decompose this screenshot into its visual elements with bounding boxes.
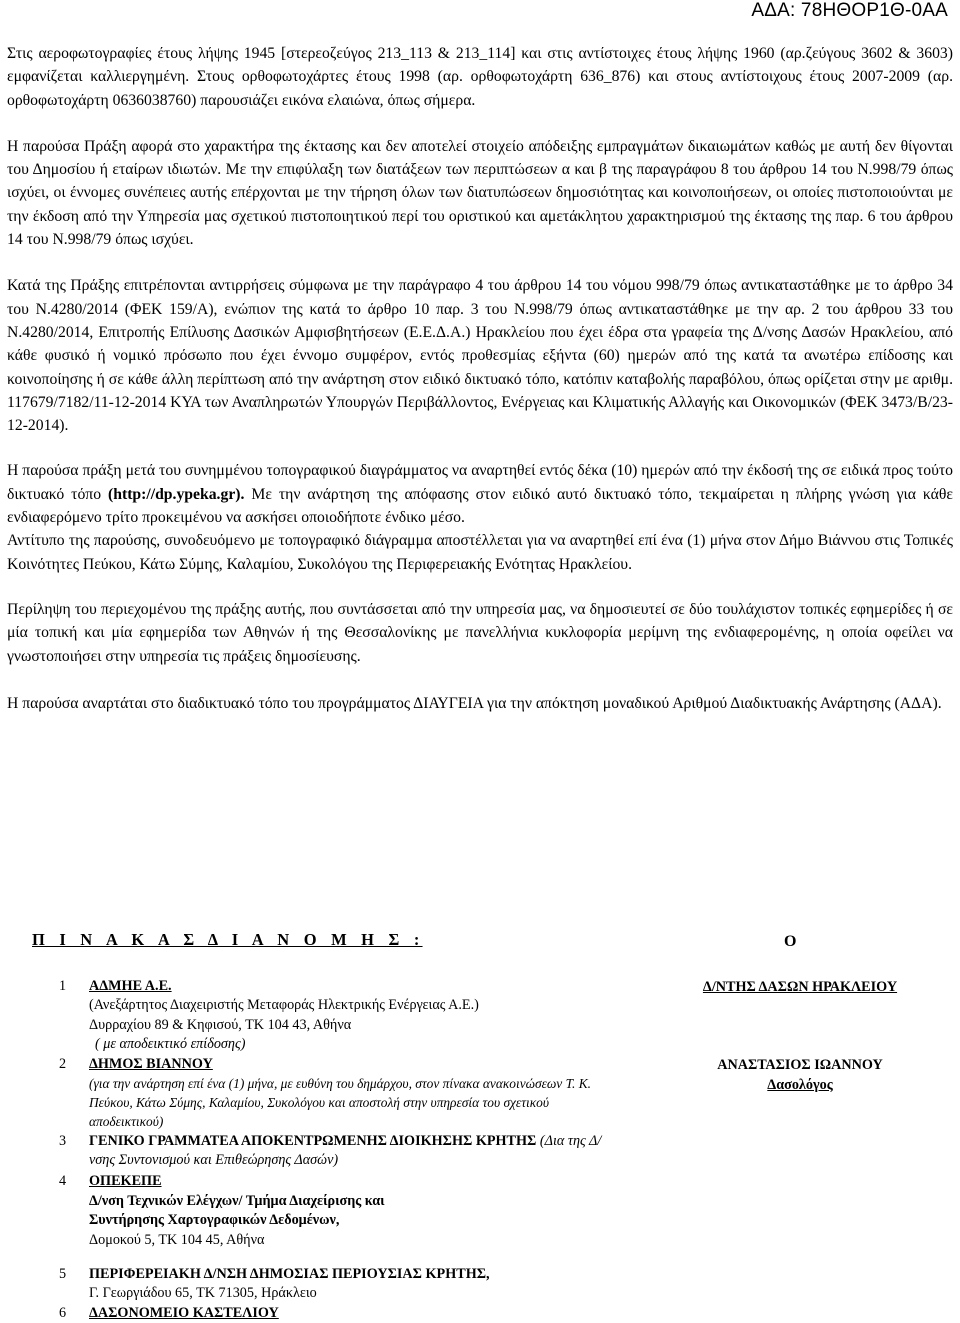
- recipient-name: ΔΑΣΟΝΟΜΕΙΟ ΚΑΣΤΕΛΙΟΥ: [89, 1304, 279, 1321]
- recipient-address: Γ. Γεωργιάδου 65, ΤΚ 71305, Ηράκλειο: [89, 1285, 317, 1302]
- recipient-section: Συντήρησης Χαρτογραφικών Δεδομένων,: [89, 1212, 340, 1229]
- posting-text-after: Με την ανάρτηση της απόφασης στον ειδικό αυτό δικτυακό τόπο, τεκμαίρεται η πλήρης γνώση για κάθε ενδιαφερόμενο τρίτο προκειμένου να ασκήσει οποιοδήποτε ένδικο μέσο.: [7, 485, 953, 527]
- recipient-number: 1: [59, 978, 67, 994]
- recipient-name: ΠΕΡΙΦΕΡΕΙΑΚΗ Δ/ΝΣΗ ΔΗΜΟΣΙΑΣ ΠΕΡΙΟΥΣΙΑΣ ΚΡΗΤΗΣ,: [89, 1266, 490, 1283]
- recipient-number: 6: [59, 1304, 67, 1321]
- recipient-name: ΔΗΜΟΣ ΒΙΑΝΝΟΥ: [89, 1055, 213, 1072]
- ypeka-url: (http://dp.ypeka.gr).: [108, 485, 245, 503]
- recipient-item: [59, 1132, 619, 1171]
- recipient-number: 5: [59, 1266, 67, 1283]
- paragraph-photos: Στις αεροφωτογραφίες έτους λήψης 1945 [στερεοζεύγος 213_113 & 213_114] και στις αντίστοιχες έτους λήψης 1960 (αρ.ζεύγους 3602 & 3603) εμφανίζεται καλλιεργημένη. Στους ορθοφωτοχάρτες έτους 1998 (αρ. ορθοφωτοχάρτη 636_876) και στους αντίστοιχους έτους 2007-2009 (αρ. ορθοφωτοχάρτη 0636038760) παρουσιάζει εικόνα ελαιώνα, όπως σήμερα.: [7, 45, 953, 109]
- recipient-item: [59, 1304, 619, 1323]
- recipient-description: (Ανεξάρτητος Διαχειριστής Μεταφοράς Ηλεκτρικής Ενέργειας Α.Ε.): [89, 997, 479, 1014]
- recipient-number: 2: [59, 1055, 67, 1072]
- distribution-o-label: Ο: [784, 933, 797, 950]
- recipient-name: ΟΠΕΚΕΠΕ: [89, 1173, 162, 1190]
- paragraph-objections: Κατά της Πράξης επιτρέπονται αντιρρήσεις σύμφωνα με την παράγραφο 4 του άρθρου 14 του νόμου 998/79 όπως αντικαταστάθηκε με το άρθρο 34 του Ν.4280/2014 (ΦΕΚ 159/Α), ενώπιον της κατά το άρθρο 10 παρ. 3 του Ν.998/79 όπως αντικαταστάθηκε με την αρ. 2 του άρθρου 33 του Ν.4280/2014, Επιτροπής Επίλυσης Δασικών Αμφισβητήσεων (Ε.Ε.Δ.Α.) Ηρακλείου που έχει έδρα στα γραφεία της Δ/νσης Δασών Ηρακλείου, από κάθε φυσικό ή νομικό πρόσωπο που έχει έννομο συμφέρον, εντός προθεσμίας εξήντα (60) ημερών από της κατά τα ανωτέρω επίδοσης και κοινοποίησης ή σε κάθε άλλη περίπτωση από την ανάρτηση στον ειδικό δικτυακό τόπο, κατόπιν καταβολής παραβόλου, όπως ορίζεται στην με αριθμ. 117679/7182/11-12-2014 ΚΥΑ των Αναπληρωτών Υπουργών Περιβάλλοντος, Ενέργειας και Κλιματικής Αλλαγής και Οικονομικών (ΦΕΚ 3473/Β/23-12-2014).: [7, 277, 953, 435]
- posting-text-before: Η παρούσα πράξη μετά του συνημμένου τοπογραφικού διαγράμματος να αναρτηθεί εντός δέκα (10) ημερών από την έκδοσή της σε ειδικά προς τούτο δικτυακό τόπο: [7, 462, 953, 503]
- distribution-header: [32, 930, 940, 954]
- recipient-item: [59, 977, 619, 1055]
- recipient-department: Δ/νση Τεχνικών Ελέγχων/ Τμήμα Διαχείρισης και: [89, 1192, 385, 1209]
- recipient-item: [59, 1172, 619, 1250]
- document-body: [0, 42, 960, 715]
- recipient-number: 4: [59, 1173, 67, 1190]
- signature-name: ΑΝΑΣΤΑΣΙΟΣ ΙΩΑΝΝΟΥ: [717, 1057, 883, 1073]
- ada-code: ΑΔΑ: 78ΗΘΟΡ1Θ-0ΑΑ: [751, 0, 948, 21]
- paragraph-diavgeia: Η παρούσα αναρτάται στο διαδικτυακό τόπο του προγράμματος ΔΙΑΥΓΕΙΑ για την απόκτηση μοναδικού Αριθμού Διαδικτυακής Ανάρτησης (ΑΔΑ).: [7, 694, 942, 712]
- recipient-item: [59, 1265, 619, 1304]
- recipient-name: ΓΕΝΙΚΟ ΓΡΑΜΜΑΤΕΑ ΑΠΟΚΕΝΤΡΩΜΕΝΗΣ ΔΙΟΙΚΗΣΗΣ ΚΡΗΤΗΣ: [89, 1132, 537, 1149]
- recipient-number: 3: [59, 1132, 67, 1149]
- paragraph-act-scope: Η παρούσα Πράξη αφορά στο χαρακτήρα της έκτασης και δεν αποτελεί στοιχείο απόδειξης εμπραγμάτων δικαιωμάτων καθώς με αυτή δεν θίγονται του Δημοσίου ή εταίρων ιδιωτών. Με την επιφύλαξη των διατάξεων των περιπτώσεων α και β της παραγράφου 8 του άρθρου 14 του Ν.998/79 όπως ισχύει, οι έννομες συνέπειες αυτής επέρχονται με την τήρηση όλων των διατυπώσεων δημοσιότητας και κοινοποιήσεων, οι οποίες πιστοποιούνται με την έκδοση από την Υπηρεσία μας σχετικού πιστοποιητικού περί του οριστικού και αμετάκλητου χαρακτηρισμού της έκτασης της παρ. 6 του άρθρου 14 του Ν.998/79 όπως ισχύει.: [7, 137, 953, 249]
- signature-office: Δ/ΝΤΗΣ ΔΑΣΩΝ ΗΡΑΚΛΕΙΟΥ: [702, 979, 898, 995]
- recipient-note: (για την ανάρτηση επί ένα (1) μήνα, με ευθύνη του δημάρχου, στον πίνακα ανακοινώσεων Τ. Κ. Πεύκου, Κάτω Σύμης, Καλαμίου, Συκολόγου και αποστολή στην υπηρεσία του σχετικού αποδεικτικού): [89, 1076, 592, 1130]
- recipient-item: [59, 1055, 619, 1132]
- signature-role: Δασολόγος: [767, 1077, 833, 1093]
- distribution-title: Π Ι Ν Α Κ Α Σ Δ Ι Α Ν Ο Μ Η Σ :: [32, 930, 423, 949]
- paragraph-summary: Περίληψη του περιεχομένου της πράξης αυτής, που συντάσσεται από την υπηρεσία μας, να δημοσιευτεί σε δύο τουλάχιστον τοπικές εφημερίδες ή σε μία τοπική και μία εφημερίδα των Αθηνών ή της Θεσσαλονίκης με πανελλήνια κυκλοφορία μερίμνη της ενδιαφερομένης, η οποία οφείλει να γνωστοποιήσει στην υπηρεσία τις πράξεις δημοσίευσης.: [7, 600, 953, 665]
- recipients-list: [59, 977, 619, 1323]
- recipient-address: Δομοκού 5, ΤΚ 104 45, Αθήνα: [89, 1231, 265, 1248]
- paragraph-posting: [7, 459, 953, 529]
- recipient-name: ΑΔΜΗΕ Α.Ε.: [89, 978, 172, 994]
- recipient-note: (Δια της Δ/νσης Συντονισμού και Επιθεώρησης Δασών): [89, 1132, 602, 1169]
- recipient-address: Δυρραχίου 89 & Κηφισού, ΤΚ 104 43, Αθήνα: [89, 1016, 352, 1033]
- recipient-note: ( με αποδεικτικό επίδοσης): [95, 1036, 246, 1053]
- paragraph-copy: Αντίτυπο της παρούσης, συνοδευόμενο με τοπογραφικό διάγραμμα αποστέλλεται για να αναρτηθεί επί ένα (1) μήνα στον Δήμο Βιάννου στις Τοπικές Κοινότητες Πεύκου, Κάτω Σύμης, Καλαμίου, Συκολόγου της Περιφερειακής Ενότητας Ηρακλείου.: [7, 532, 953, 573]
